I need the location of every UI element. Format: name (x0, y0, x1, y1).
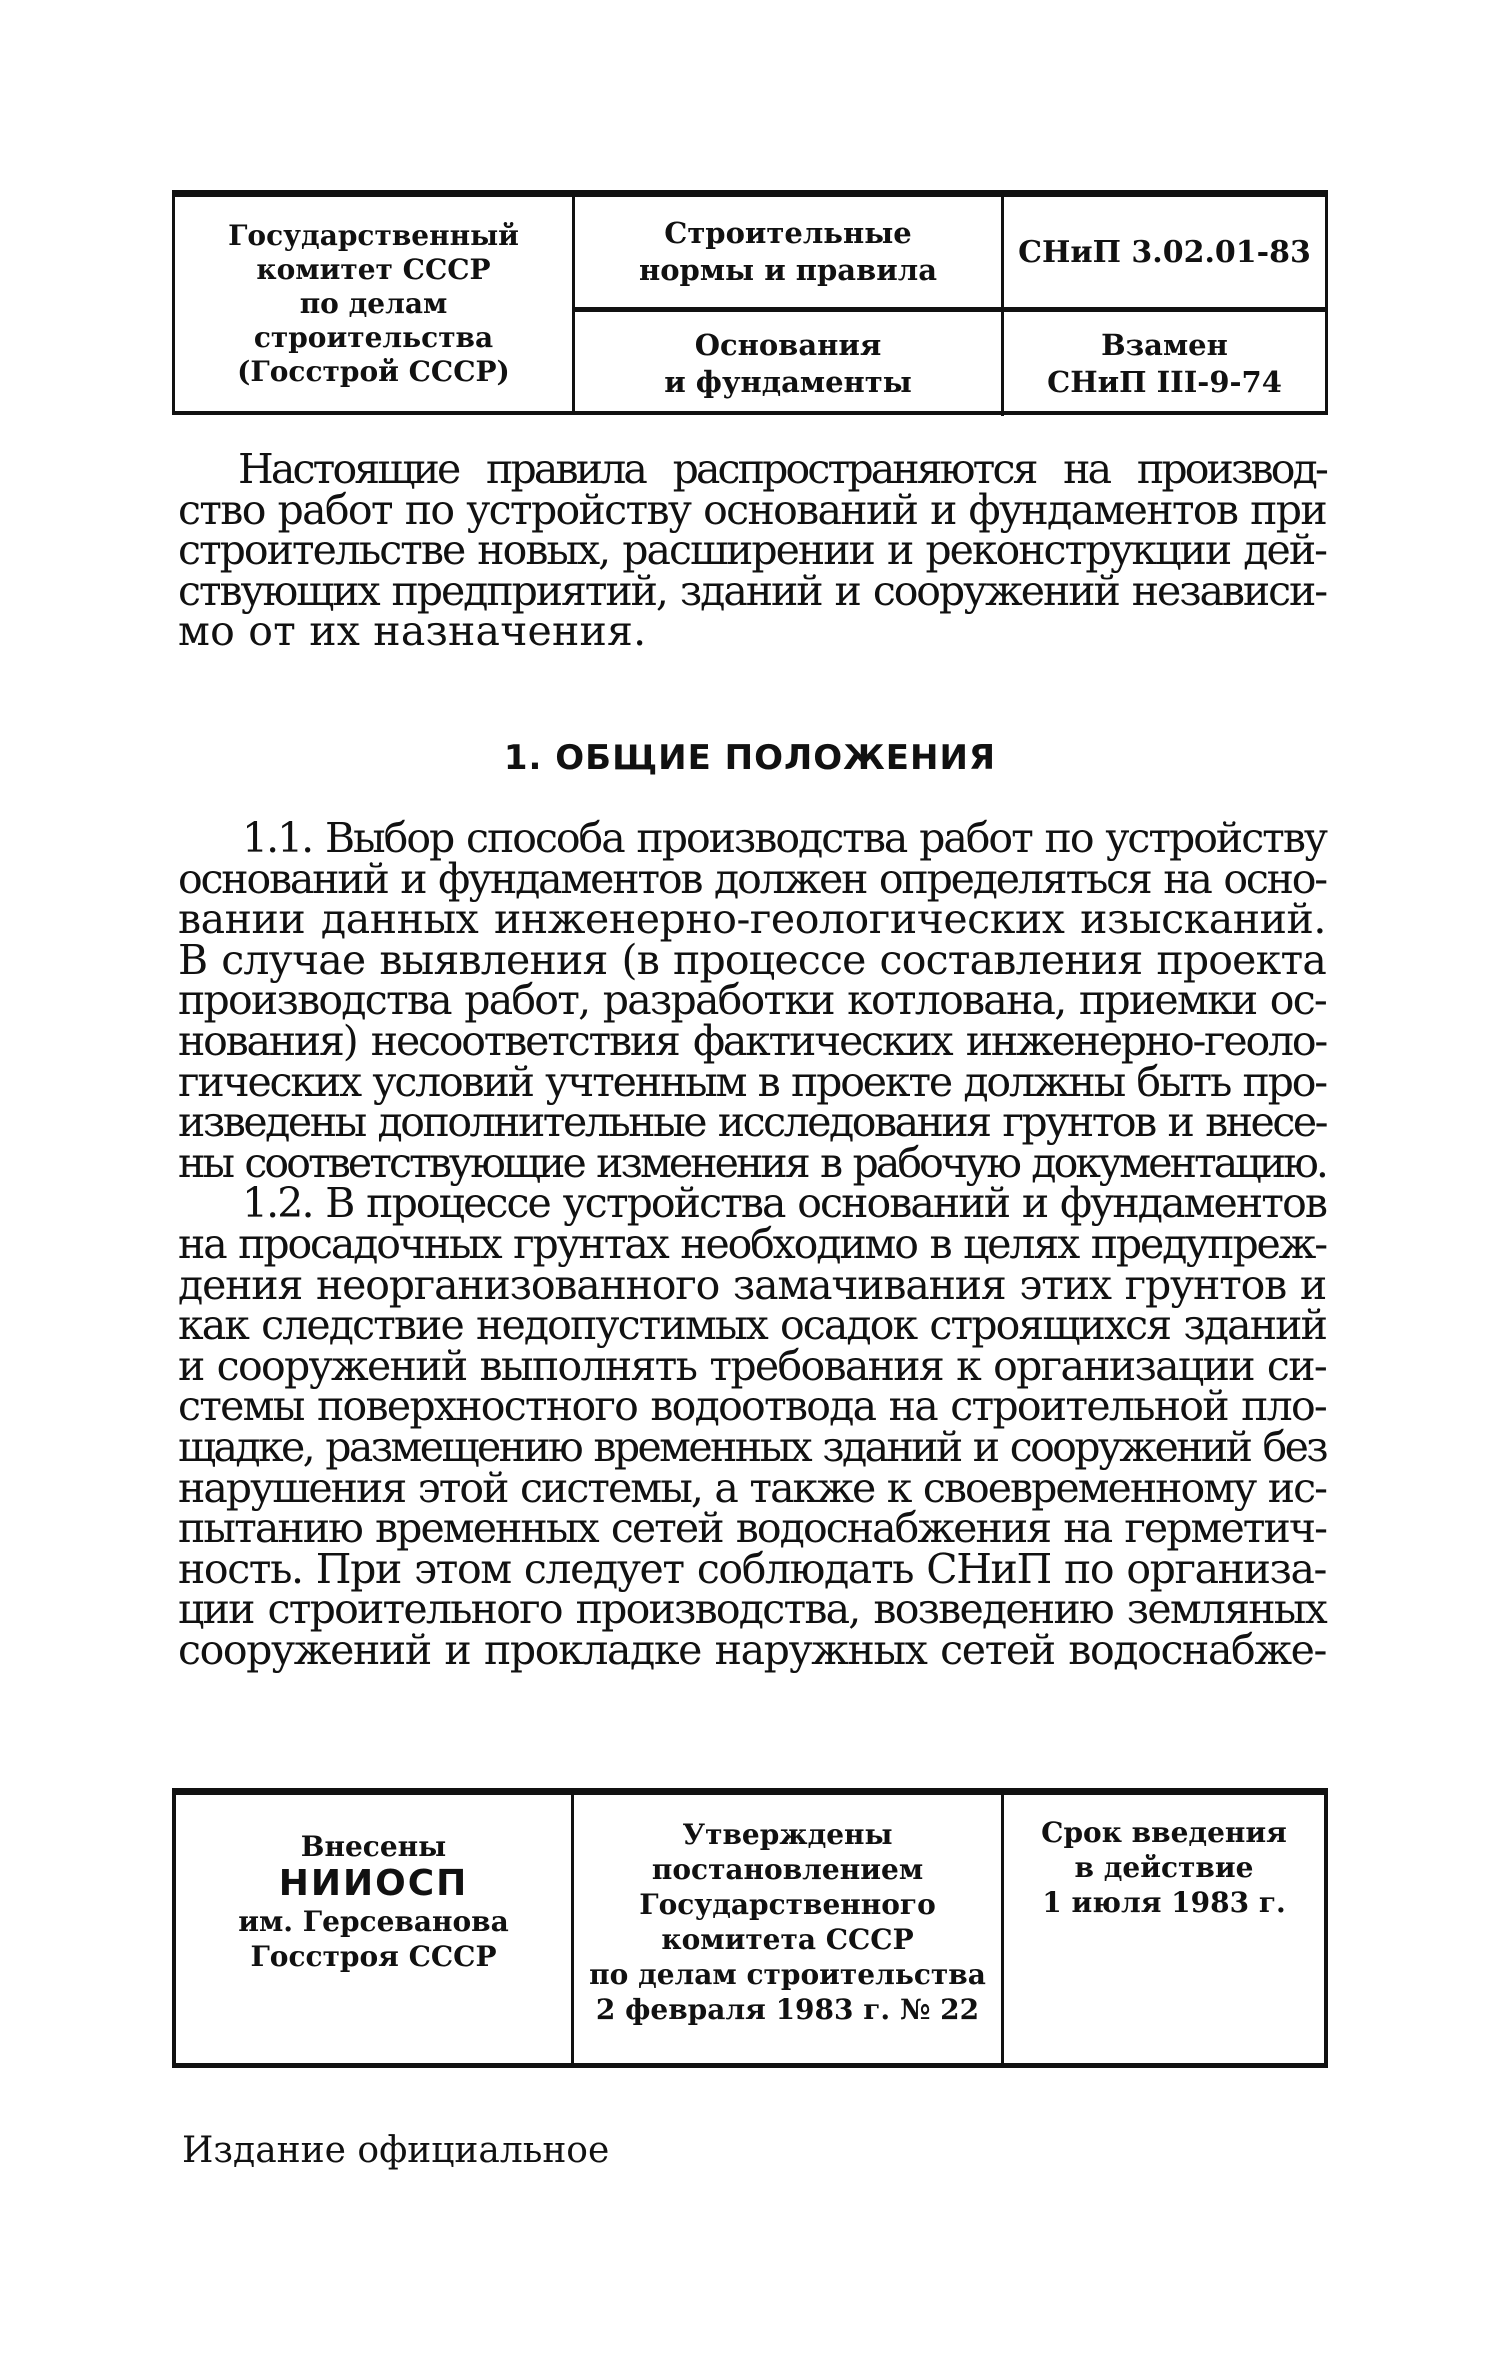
agency-cell (175, 197, 575, 411)
approved-cell (574, 1795, 1004, 2063)
text-line: ствующих предприятий, зданий и сооружений независи- (178, 566, 1326, 615)
approved-line: постановлением (651, 1853, 924, 1886)
text-line: нарушения этой системы, а также к своевременному ис- (178, 1463, 1326, 1512)
text-line: вании данных инженерно-геологических изысканий. (178, 895, 1326, 944)
text-line: оснований и фундаментов должен определяться на осно- (178, 854, 1326, 903)
submitted-label: Внесены (300, 1830, 447, 1863)
text-line: ны соответствующие изменения в рабочую документацию. (178, 1138, 1326, 1187)
text-line: строительстве новых, расширении и реконструкции дей- (178, 526, 1326, 575)
footer-table (172, 1788, 1328, 2068)
text-line: сооружений и прокладке наружных сетей водоснабже- (178, 1625, 1326, 1674)
intro-paragraph (178, 445, 1326, 656)
replaces-line: Взамен (1101, 328, 1228, 362)
replaces-cell (1001, 312, 1325, 416)
effective-line: 1 июля 1983 г. (1042, 1886, 1286, 1919)
replaces-line: СНиП III-9-74 (1047, 365, 1282, 399)
header-table (172, 190, 1328, 415)
text-line: на просадочных грунтах необходимо в целях предупреж- (178, 1219, 1326, 1268)
text-line: и сооружений выполнять требования к организации си- (178, 1341, 1326, 1390)
agency-line: по делам (299, 287, 448, 320)
text-line: В случае выявления (в процессе составления проекта (178, 935, 1326, 984)
doc-type-cell (575, 197, 1001, 307)
submitted-cell (176, 1795, 574, 2063)
text-line: Настоящие правила распространяются на производ- (238, 445, 1326, 493)
agency-line: строительства (253, 321, 494, 354)
text-line: пытанию временных сетей водоснабжения на герметич- (178, 1504, 1326, 1553)
text-line: гических условий учтенным в проекте должны быть про- (178, 1057, 1326, 1106)
doc-code: СНиП 3.02.01-83 (1018, 234, 1311, 270)
effective-line: в действие (1074, 1851, 1254, 1884)
text-line: нования) несоответствия фактических инженерно-геоло- (178, 1016, 1326, 1065)
approved-line: по делам строительства (589, 1958, 986, 1991)
text-line: стемы поверхностного водоотвода на строительной пло- (178, 1382, 1326, 1431)
text-line: ность. При этом следует соблюдать СНиП по организа- (178, 1544, 1326, 1593)
section-heading: 1. ОБЩИЕ ПОЛОЖЕНИЯ (503, 738, 997, 778)
approved-line: комитета СССР (661, 1923, 914, 1956)
doc-subject-line: и фундаменты (664, 365, 912, 399)
submitted-line: им. Герсеванова (238, 1905, 509, 1938)
text-line: изведены дополнительные исследования грунтов и внесе- (178, 1098, 1326, 1147)
doc-subject-line: Основания (694, 328, 882, 362)
doc-subject-cell (575, 312, 1001, 416)
text-line: 1.2. В процессе устройства оснований и фундаментов (242, 1179, 1326, 1228)
approved-line: Государственного (639, 1888, 936, 1921)
agency-line: Государственный (228, 219, 519, 252)
doc-type-line: нормы и правила (638, 253, 937, 287)
approved-line: Утверждены (682, 1818, 893, 1851)
edition-note: Издание официальное (182, 2130, 610, 2171)
submitted-line: Госстроя СССР (250, 1940, 497, 1973)
doc-code-cell (1001, 197, 1325, 307)
text-line: как следствие недопустимых осадок строящихся зданий (178, 1301, 1326, 1350)
text-line: производства работ, разработки котлована, приемки ос- (178, 976, 1326, 1025)
agency-line: (Госстрой СССР) (237, 355, 510, 388)
text-line: щадке, размещению временных зданий и сооружений без (178, 1422, 1326, 1471)
body-text (178, 814, 1326, 1674)
submitted-org: НИИОСП (278, 1863, 469, 1904)
approved-line: 2 февраля 1983 г. № 22 (595, 1993, 980, 2026)
text-line: дения неорганизованного замачивания этих грунтов и (178, 1260, 1326, 1309)
text-line: мо от их назначения. (178, 607, 647, 656)
text-line: ции строительного производства, возведению земляных (178, 1585, 1326, 1634)
doc-type-line: Строительные (664, 216, 912, 250)
agency-line: комитет СССР (256, 253, 491, 286)
effective-line: Срок введения (1041, 1816, 1287, 1849)
text-line: ство работ по устройству оснований и фундаментов при (178, 485, 1326, 534)
effective-cell (1004, 1795, 1324, 2063)
text-line: 1.1. Выбор способа производства работ по устройству (242, 814, 1326, 862)
